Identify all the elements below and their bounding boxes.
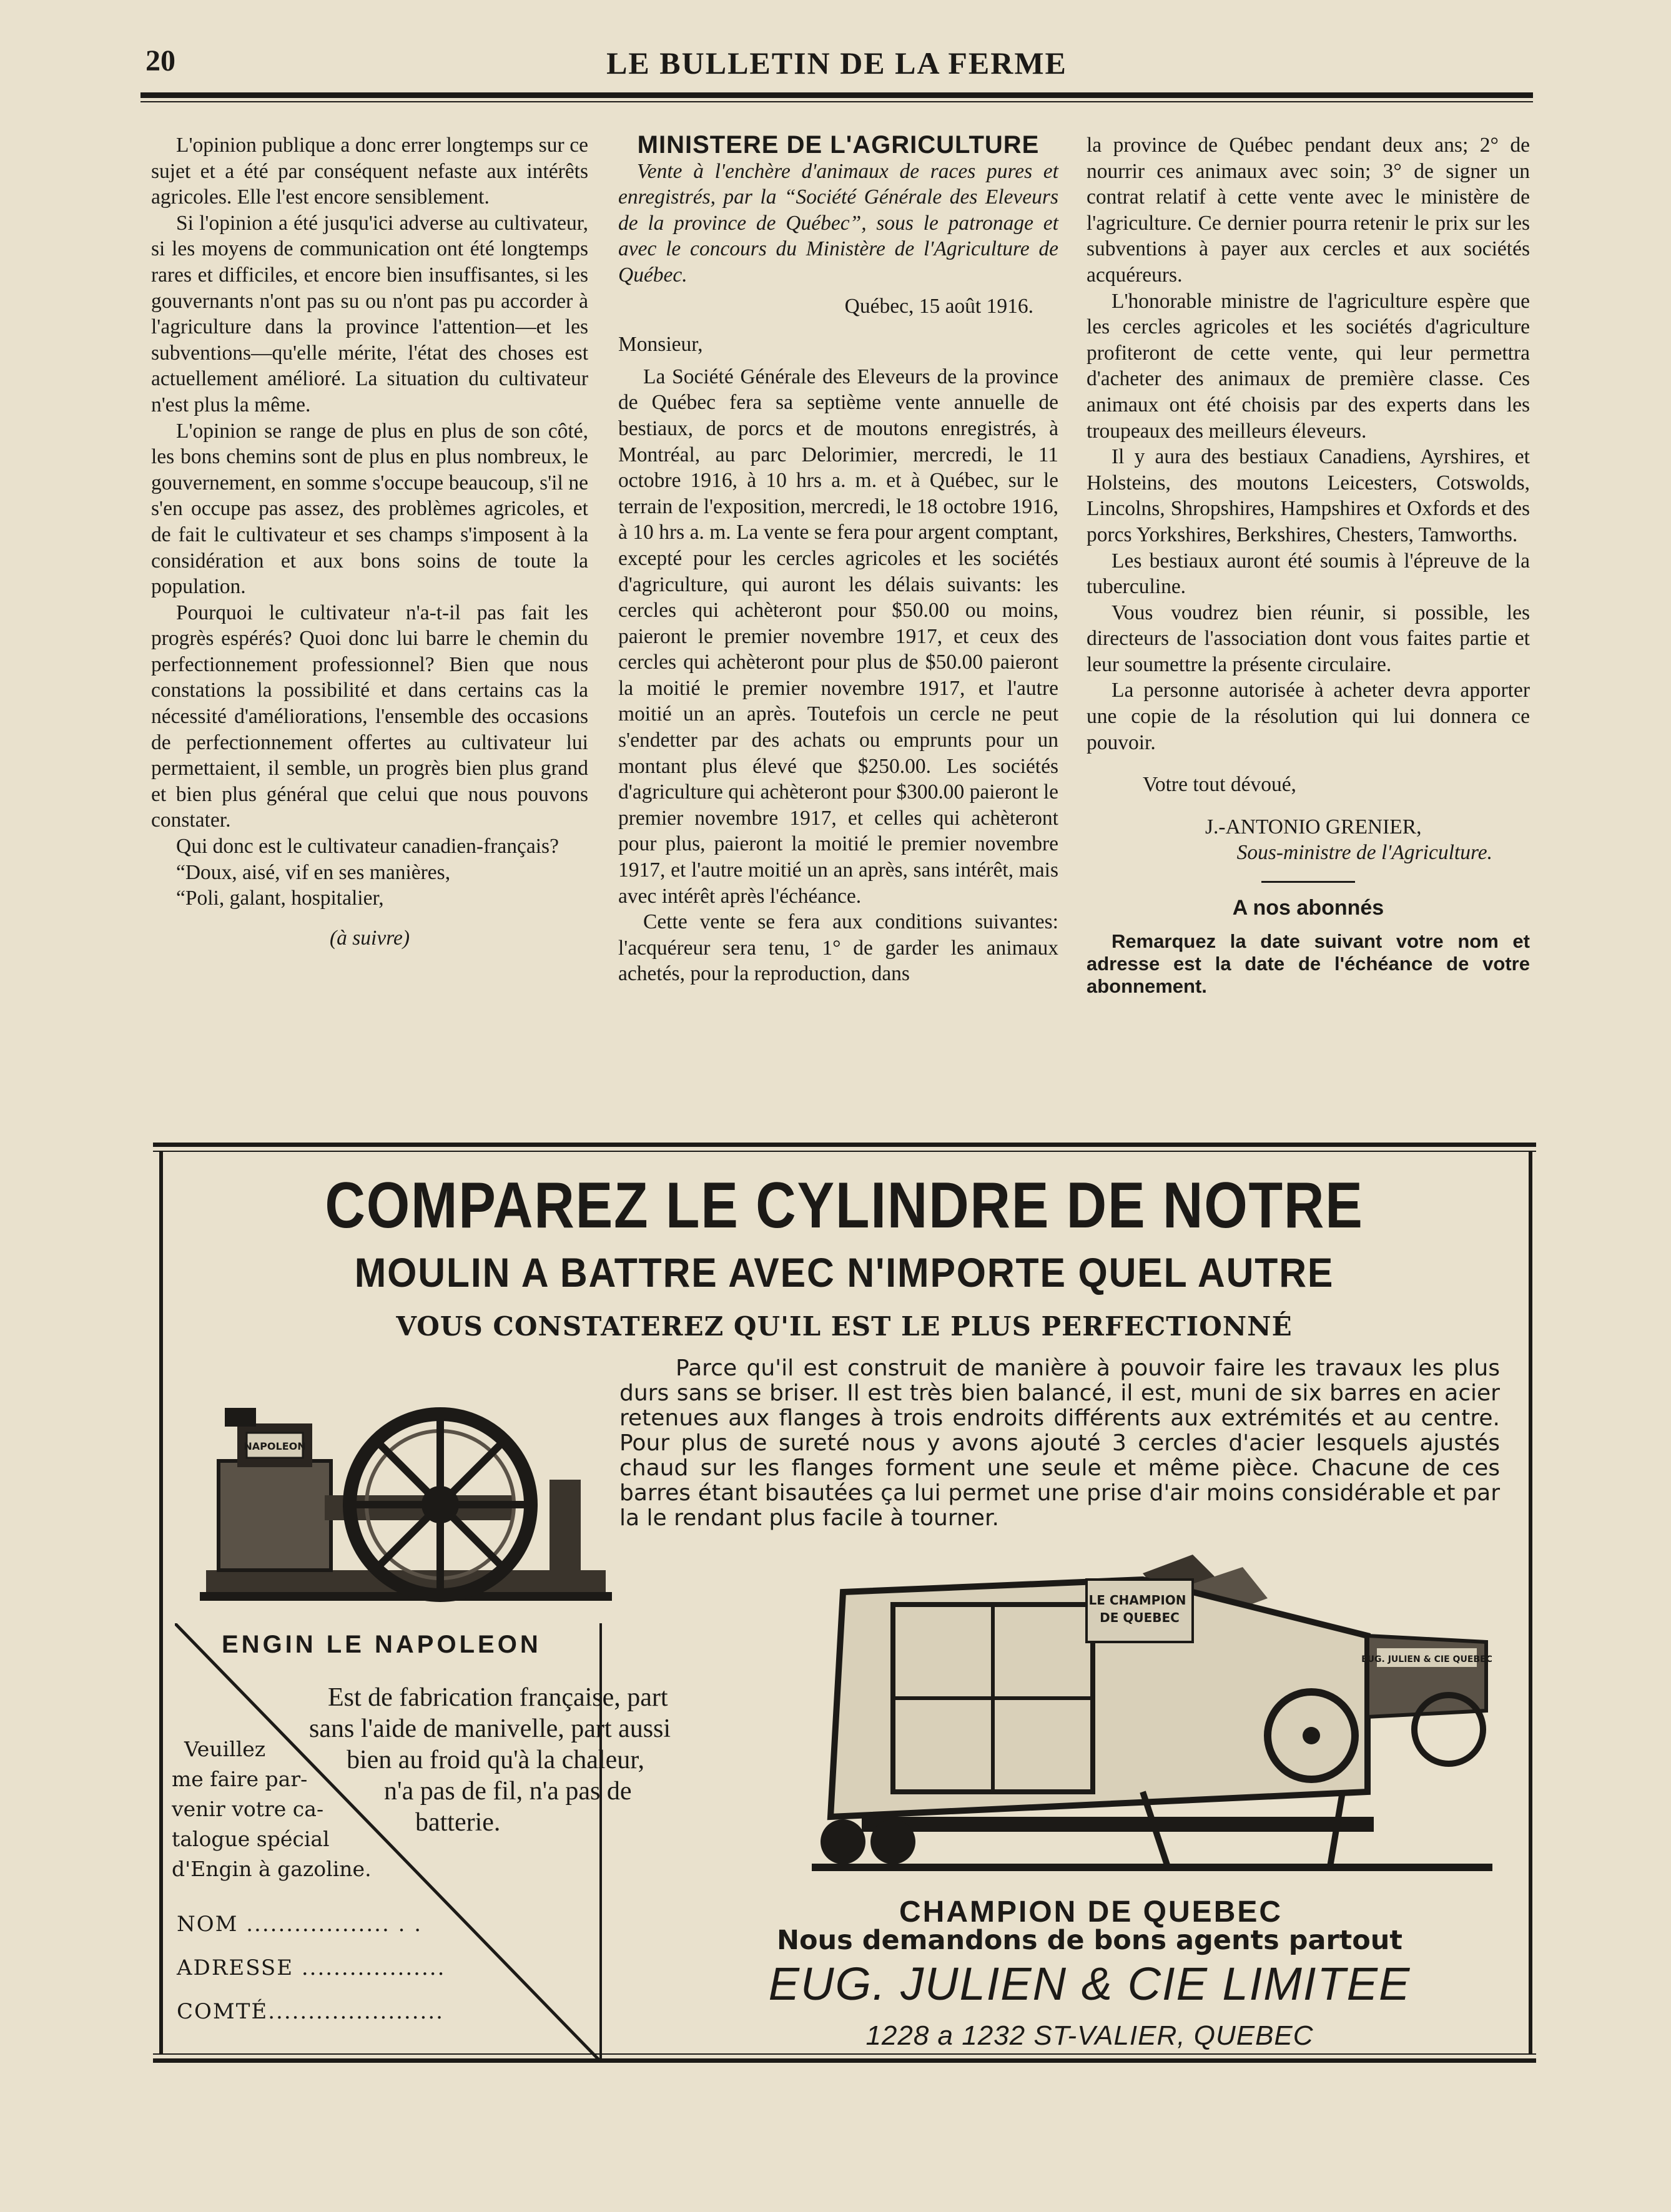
article-intro: Vente à l'enchère d'animaux de races pures et enregistrés, par la “Société Générale des Eleveurs de la province de Québec”, sous le patronage et avec le concours du Ministère de l'Agriculture de Québec. bbox=[618, 159, 1058, 287]
coupon-line: me faire par- bbox=[172, 1767, 308, 1791]
letter-salutation: Monsieur, bbox=[618, 333, 703, 356]
to-be-continued: (à suivre) bbox=[329, 926, 410, 950]
paragraph: Vous voudrez bien réunir, si possible, les directeurs de l'association dont vous faites partie et leur soumettre la présente circulaire. bbox=[1087, 601, 1530, 676]
paragraph: Pourquoi le cultivateur n'a-t-il pas fait les progrès espérés? Quoi donc lui barre le chemin du perfectionnement professionnel? Bien que nous constations la possibilité et dans certains cas la nécessité d'améliorations, l'ensemble des occasions de perfectionnement offertes au cultivateur lui permettaient, il semble, un progrès bien plus grand et bien plus général que celui que nous pouvons constater. bbox=[151, 601, 588, 832]
engine-plate-text: NAPOLEON bbox=[244, 1440, 306, 1452]
engine-description-line: Est de fabrication française, part bbox=[328, 1683, 668, 1712]
letter-closing: Votre tout dévoué, bbox=[1143, 773, 1296, 797]
paragraph: Qui donc est le cultivateur canadien-français? bbox=[176, 835, 559, 858]
coupon-line: Veuillez bbox=[184, 1737, 266, 1761]
paragraph: Il y aura des bestiaux Canadiens, Ayrshires, et Holsteins, des moutons Leicesters, Cotswolds, Lincolns, Shropshires, Hampshires et Oxfords et des porcs Yorkshires, Berkshires, Chesters, Tamworths. bbox=[1087, 445, 1530, 546]
name-field[interactable]: NOM .................. . . bbox=[177, 1912, 423, 1937]
coupon-line: talogue spécial bbox=[172, 1827, 330, 1851]
paragraph: Cette vente se fera aux conditions suivantes: l'acquéreur sera tenu, 1° de garder les animaux achetés, pour la reproduction, dans bbox=[618, 910, 1058, 986]
column-3 bbox=[1087, 132, 1530, 998]
paragraph: L'opinion publique a donc errer longtemps sur ce sujet et a été par conséquent nefaste aux intérêts agricoles. Elle l'est encore sensiblement. bbox=[151, 134, 588, 209]
header-rule-thin bbox=[140, 101, 1533, 102]
page-number: 20 bbox=[145, 44, 175, 77]
engine-description-line: n'a pas de fil, n'a pas de bbox=[384, 1777, 632, 1806]
company-name: EUG. JULIEN & CIE LIMITEE bbox=[768, 1958, 1411, 2010]
paragraph: Les bestiaux auront été soumis à l'épreuve de la tuberculine. bbox=[1087, 549, 1530, 599]
address-field[interactable]: ADRESSE .................. bbox=[177, 1955, 446, 1980]
agents-wanted: Nous demandons de bons agents partout bbox=[777, 1925, 1402, 1956]
signature-title: Sous-ministre de l'Agriculture. bbox=[1236, 841, 1492, 865]
notice-heading: A nos abonnés bbox=[1232, 896, 1384, 920]
engine-illustration bbox=[200, 1386, 612, 1611]
column-2 bbox=[618, 132, 1058, 987]
section-divider bbox=[1261, 881, 1355, 883]
signature: J.-ANTONIO GRENIER, bbox=[1205, 815, 1422, 838]
thresher-plate-line: LE CHAMPION bbox=[1088, 1593, 1186, 1608]
paragraph: La Société Générale des Eleveurs de la province de Québec fera sa septième vente annuelle de bestiaux, de porcs et de moutons enregistrés, à Montréal, au parc Delorimier, mercredi, le 11 octobre 1916, à 10 hrs a. m. et à Québec, sur le terrain de l'exposition, mercredi, le 18 octobre 1916, à 10 hrs a. m. La vente se fera pour argent comptant, excepté pour les cercles agricoles et les sociétés d'agriculture, qui auront les délais suivants: les cercles qui achèteront pour $50.00 ou moins, paieront le premier novembre 1917, et ceux des cercles qui achèteront pour plus de $50.00 paieront la moitié le premier novembre 1917, et l'autre moitié un an après. Toutefois un cercle ne peut s'endetter par des achats ou emprunts pour un montant plus élevé que $250.00. Les sociétés d'agriculture qui achèteront pour $300.00 paieront le premier novembre 1917, et celles qui achèteront pour plus, paieront la moitié le premier novembre 1917, et l'autre moitié un an après, sans intérêt, mais avec intérêt après l'échéance. bbox=[618, 365, 1058, 908]
ad-tagline: VOUS CONSTATEREZ QU'IL EST LE PLUS PERFECTIONNÉ bbox=[396, 1311, 1293, 1342]
order-coupon bbox=[172, 1734, 409, 1884]
engine-description-line: bien au froid qu'à la chaleur, bbox=[347, 1746, 645, 1774]
ad-subheadline: MOULIN A BATTRE AVEC N'IMPORTE QUEL AUTRE bbox=[354, 1249, 1334, 1295]
thresher-plate-line: DE QUEBEC bbox=[1100, 1610, 1180, 1625]
ad-headline: COMPAREZ LE CYLINDRE DE NOTRE bbox=[325, 1169, 1364, 1242]
paragraph: L'opinion se range de plus en plus de son côté, les bons chemins sont de plus en plus nombreux, le gouvernement, en somme s'occupe beaucoup, s'il ne s'en occupe pas assez, des problèmes agricoles, et de fait le cultivateur et ses champs s'imposent à la considération et aux bons soins de toute la population. bbox=[151, 419, 588, 599]
ad-border-right bbox=[1529, 1152, 1532, 2054]
page-header bbox=[140, 39, 1533, 82]
ad-border-top-inner bbox=[153, 1151, 1536, 1152]
thresher-illustration bbox=[793, 1555, 1505, 1904]
paragraph: L'honorable ministre de l'agriculture espère que les cercles agricoles et les sociétés d'agriculture profiteront de cette vente, qui leur permettra d'acheter des animaux de première classe. Ces animaux ont été choisis par des experts dans les troupeaux des meilleurs éleveurs. bbox=[1087, 289, 1530, 443]
paragraph: La personne autorisée à acheter devra apporter une copie de la résolution qui lui donnera ce pouvoir. bbox=[1087, 679, 1530, 754]
company-address: 1228 a 1232 ST-VALIER, QUEBEC bbox=[865, 2020, 1314, 2051]
header-rule bbox=[140, 92, 1533, 98]
thresher-maker-text: EUG. JULIEN & CIE QUEBEC bbox=[1361, 1654, 1492, 1664]
masthead-title: LE BULLETIN DE LA FERME bbox=[606, 46, 1067, 81]
engine-title: ENGIN LE NAPOLEON bbox=[222, 1631, 541, 1658]
county-field[interactable]: COMTÉ...................... bbox=[177, 1999, 444, 2024]
letter-date: Québec, 15 août 1916. bbox=[844, 294, 1033, 318]
coupon-line: venir votre ca- bbox=[172, 1797, 324, 1821]
engine-description-line: sans l'aide de manivelle, part aussi bbox=[309, 1714, 671, 1743]
poem-line: “Poli, galant, hospitalier, bbox=[176, 887, 384, 910]
article-heading: MINISTERE DE L'AGRICULTURE bbox=[637, 131, 1040, 159]
ad-border-top bbox=[153, 1143, 1536, 1147]
ad-body-text: Parce qu'il est construit de manière à pouvoir faire les travaux les plus durs sans se briser. Il est très bien balancé, il est, muni de six barres en acier retenues aux flanges à trois endroits différents aux extrémités et au centre. Pour plus de sureté nous y avons ajouté 3 cercles d'acier lesquels ajustés chaud sur les flanges forment une seule et même pièce. Chacune de ces barres étant bisautées ça lui permet une prise d'air moins considérable et par la le rendant plus facile à tourner. bbox=[619, 1355, 1500, 1531]
product-name: CHAMPION DE QUEBEC bbox=[899, 1895, 1283, 1929]
coupon-line: d'Engin à gazoline. bbox=[172, 1857, 372, 1881]
column-1 bbox=[151, 132, 588, 951]
paragraph: la province de Québec pendant deux ans; 2° de nourrir ces animaux avec soin; 3° de signer un contrat relatif à cette vente avec le ministère de l'agriculture. Ce dernier pourra retenir le prix sur les subventions à payer aux cercles et aux sociétés acquéreurs. bbox=[1087, 134, 1530, 287]
notice-text: Remarquez la date suivant votre nom et adresse est la date de l'échéance de votre abonnement. bbox=[1087, 930, 1530, 997]
paragraph: Si l'opinion a été jusqu'ici adverse au cultivateur, si les moyens de communication ont été longtemps rares et difficiles, et encore bien insuffisantes, si les gouvernants n'ont pas su ou n'ont pas pu accorder à l'agriculture dans la province l'attention—et les subventions—qu'elle mérite, l'état des choses est actuellement amélioré. La situation du cultivateur n'est plus la même. bbox=[151, 211, 588, 416]
ad-border-left bbox=[159, 1152, 163, 2054]
poem-line: “Doux, aisé, vif en ses manières, bbox=[176, 860, 451, 884]
engine-description-line: batterie. bbox=[415, 1808, 501, 1837]
